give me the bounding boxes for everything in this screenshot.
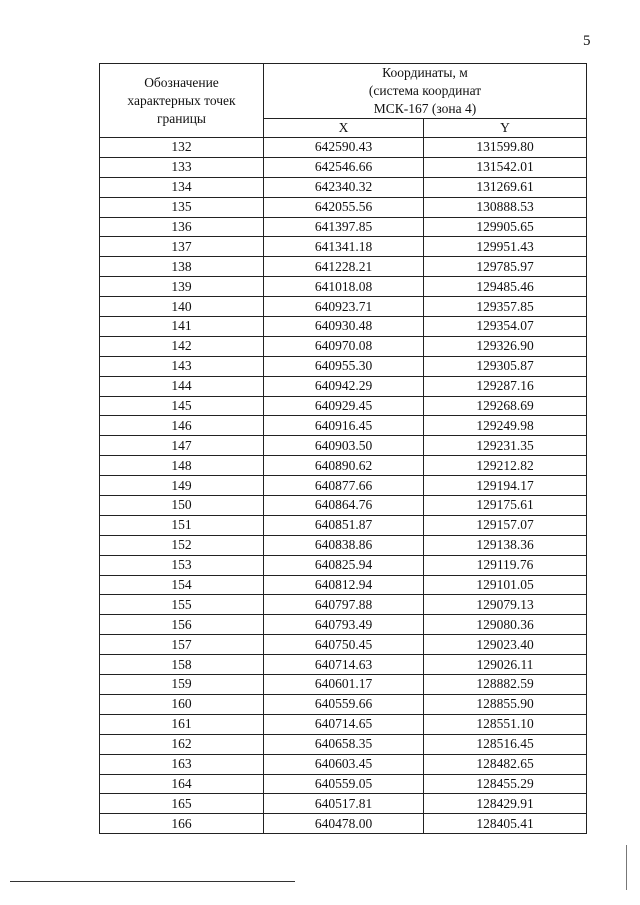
y-coordinate-cell: 130888.53: [424, 197, 587, 217]
y-coordinate-cell: 128455.29: [424, 774, 587, 794]
point-number-cell: 137: [100, 237, 264, 257]
table-row: [100, 595, 587, 615]
y-coordinate-cell: 129287.16: [424, 376, 587, 396]
point-number-cell: 138: [100, 257, 264, 277]
x-coordinate-cell: 640812.94: [264, 575, 424, 595]
point-number-cell: 166: [100, 814, 264, 834]
point-number-cell: 151: [100, 515, 264, 535]
point-header-line: Обозначение: [144, 74, 219, 90]
table-row: [100, 157, 587, 177]
table-row: [100, 615, 587, 635]
table-row: [100, 197, 587, 217]
x-coordinate-cell: 640942.29: [264, 376, 424, 396]
table-row: [100, 515, 587, 535]
x-coordinate-cell: 640658.35: [264, 734, 424, 754]
coords-header-line: (система координат: [368, 83, 482, 98]
x-coordinate-cell: 640838.86: [264, 535, 424, 555]
table-row: [100, 396, 587, 416]
x-coordinate-cell: 640750.45: [264, 635, 424, 655]
x-coordinate-cell: 640955.30: [264, 356, 424, 376]
x-coordinate-cell: 640916.45: [264, 416, 424, 436]
x-coordinate-cell: 640929.45: [264, 396, 424, 416]
y-coordinate-cell: 128855.90: [424, 694, 587, 714]
point-number-cell: 148: [100, 456, 264, 476]
point-number-cell: 132: [100, 138, 264, 158]
x-coordinate-cell: 640903.50: [264, 436, 424, 456]
y-coordinate-cell: 131542.01: [424, 157, 587, 177]
x-coordinate-cell: 642546.66: [264, 157, 424, 177]
y-coordinate-cell: 129305.87: [424, 356, 587, 376]
point-number-cell: 154: [100, 575, 264, 595]
y-coordinate-cell: 129079.13: [424, 595, 587, 615]
point-number-cell: 133: [100, 157, 264, 177]
y-coordinate-cell: 128516.45: [424, 734, 587, 754]
table-row: [100, 774, 587, 794]
y-coordinate-cell: 129268.69: [424, 396, 587, 416]
margin-mark: [626, 845, 627, 890]
x-column-header: X: [264, 119, 424, 138]
y-coordinate-cell: 129175.61: [424, 496, 587, 516]
point-number-cell: 161: [100, 714, 264, 734]
y-coordinate-cell: 129101.05: [424, 575, 587, 595]
table-row: [100, 356, 587, 376]
point-number-cell: 134: [100, 177, 264, 197]
point-number-cell: 144: [100, 376, 264, 396]
x-coordinate-cell: 642340.32: [264, 177, 424, 197]
y-coordinate-cell: 128882.59: [424, 675, 587, 695]
y-coordinate-cell: 128429.91: [424, 794, 587, 814]
point-number-cell: 141: [100, 317, 264, 337]
table-row: [100, 376, 587, 396]
x-coordinate-cell: 640603.45: [264, 754, 424, 774]
table-row: [100, 416, 587, 436]
x-coordinate-cell: 640923.71: [264, 297, 424, 317]
point-number-cell: 150: [100, 496, 264, 516]
x-coordinate-cell: 640601.17: [264, 675, 424, 695]
table-row: [100, 734, 587, 754]
point-number-cell: 157: [100, 635, 264, 655]
table-row: [100, 277, 587, 297]
x-coordinate-cell: 640797.88: [264, 595, 424, 615]
point-number-cell: 162: [100, 734, 264, 754]
point-number-cell: 159: [100, 675, 264, 695]
point-number-cell: 163: [100, 754, 264, 774]
y-coordinate-cell: 129249.98: [424, 416, 587, 436]
table-row: [100, 694, 587, 714]
x-coordinate-cell: 640714.63: [264, 655, 424, 675]
x-coordinate-cell: 641228.21: [264, 257, 424, 277]
x-coordinate-cell: 640517.81: [264, 794, 424, 814]
point-number-cell: 160: [100, 694, 264, 714]
y-coordinate-cell: 129026.11: [424, 655, 587, 675]
page-number: 5: [583, 33, 591, 49]
x-coordinate-cell: 640714.65: [264, 714, 424, 734]
x-coordinate-cell: 640559.66: [264, 694, 424, 714]
table-row: [100, 655, 587, 675]
x-coordinate-cell: 640930.48: [264, 317, 424, 337]
y-coordinate-cell: 129138.36: [424, 535, 587, 555]
point-number-cell: 145: [100, 396, 264, 416]
y-coordinate-cell: 129326.90: [424, 336, 587, 356]
x-coordinate-cell: 640970.08: [264, 336, 424, 356]
table-row: [100, 476, 587, 496]
table-row: [100, 754, 587, 774]
x-coordinate-cell: 640877.66: [264, 476, 424, 496]
coords-header-line: МСК-167 (зона 4): [373, 101, 477, 116]
point-designation-header: [100, 64, 264, 138]
table-row: [100, 336, 587, 356]
point-number-cell: 165: [100, 794, 264, 814]
point-number-cell: 140: [100, 297, 264, 317]
coordinates-header: [264, 64, 587, 119]
point-header-line: характерных точек: [127, 92, 236, 108]
table-row: [100, 794, 587, 814]
point-header-line: границы: [156, 110, 207, 126]
y-coordinate-cell: 129157.07: [424, 515, 587, 535]
coords-header-line: Координаты, м: [382, 65, 468, 80]
y-coordinate-cell: 129231.35: [424, 436, 587, 456]
table-row: [100, 675, 587, 695]
y-coordinate-cell: 129905.65: [424, 217, 587, 237]
table-row: [100, 555, 587, 575]
table-row: [100, 814, 587, 834]
x-coordinate-cell: 642590.43: [264, 138, 424, 158]
point-number-cell: 153: [100, 555, 264, 575]
x-coordinate-cell: 640851.87: [264, 515, 424, 535]
x-coordinate-cell: 640825.94: [264, 555, 424, 575]
table-row: [100, 635, 587, 655]
x-coordinate-cell: 641018.08: [264, 277, 424, 297]
point-number-cell: 135: [100, 197, 264, 217]
point-number-cell: 164: [100, 774, 264, 794]
table-row: [100, 237, 587, 257]
y-coordinate-cell: 129194.17: [424, 476, 587, 496]
x-coordinate-cell: 640864.76: [264, 496, 424, 516]
footer-rule: [10, 881, 295, 882]
boundary-coordinates-table: [99, 63, 587, 834]
y-coordinate-cell: 129785.97: [424, 257, 587, 277]
table-row: [100, 575, 587, 595]
table-row: [100, 257, 587, 277]
x-coordinate-cell: 641397.85: [264, 217, 424, 237]
point-number-cell: 146: [100, 416, 264, 436]
table-row: [100, 317, 587, 337]
table-row: [100, 456, 587, 476]
table-row: [100, 177, 587, 197]
y-coordinate-cell: 128405.41: [424, 814, 587, 834]
table-row: [100, 217, 587, 237]
y-coordinate-cell: 129080.36: [424, 615, 587, 635]
y-column-header: Y: [424, 119, 587, 138]
point-number-cell: 155: [100, 595, 264, 615]
point-number-cell: 147: [100, 436, 264, 456]
table-row: [100, 714, 587, 734]
point-number-cell: 139: [100, 277, 264, 297]
y-coordinate-cell: 129023.40: [424, 635, 587, 655]
point-number-cell: 152: [100, 535, 264, 555]
x-coordinate-cell: 640890.62: [264, 456, 424, 476]
y-coordinate-cell: 131599.80: [424, 138, 587, 158]
point-number-cell: 149: [100, 476, 264, 496]
x-coordinate-cell: 640478.00: [264, 814, 424, 834]
table-row: [100, 138, 587, 158]
point-number-cell: 143: [100, 356, 264, 376]
y-coordinate-cell: 128551.10: [424, 714, 587, 734]
x-coordinate-cell: 642055.56: [264, 197, 424, 217]
table-row: [100, 535, 587, 555]
point-number-cell: 142: [100, 336, 264, 356]
point-number-cell: 158: [100, 655, 264, 675]
y-coordinate-cell: 129212.82: [424, 456, 587, 476]
y-coordinate-cell: 129951.43: [424, 237, 587, 257]
y-coordinate-cell: 129485.46: [424, 277, 587, 297]
point-number-cell: 136: [100, 217, 264, 237]
y-coordinate-cell: 129354.07: [424, 317, 587, 337]
x-coordinate-cell: 640793.49: [264, 615, 424, 635]
y-coordinate-cell: 129357.85: [424, 297, 587, 317]
x-coordinate-cell: 641341.18: [264, 237, 424, 257]
table-row: [100, 496, 587, 516]
table-row: [100, 436, 587, 456]
y-coordinate-cell: 131269.61: [424, 177, 587, 197]
y-coordinate-cell: 128482.65: [424, 754, 587, 774]
x-coordinate-cell: 640559.05: [264, 774, 424, 794]
table-row: [100, 297, 587, 317]
y-coordinate-cell: 129119.76: [424, 555, 587, 575]
point-number-cell: 156: [100, 615, 264, 635]
